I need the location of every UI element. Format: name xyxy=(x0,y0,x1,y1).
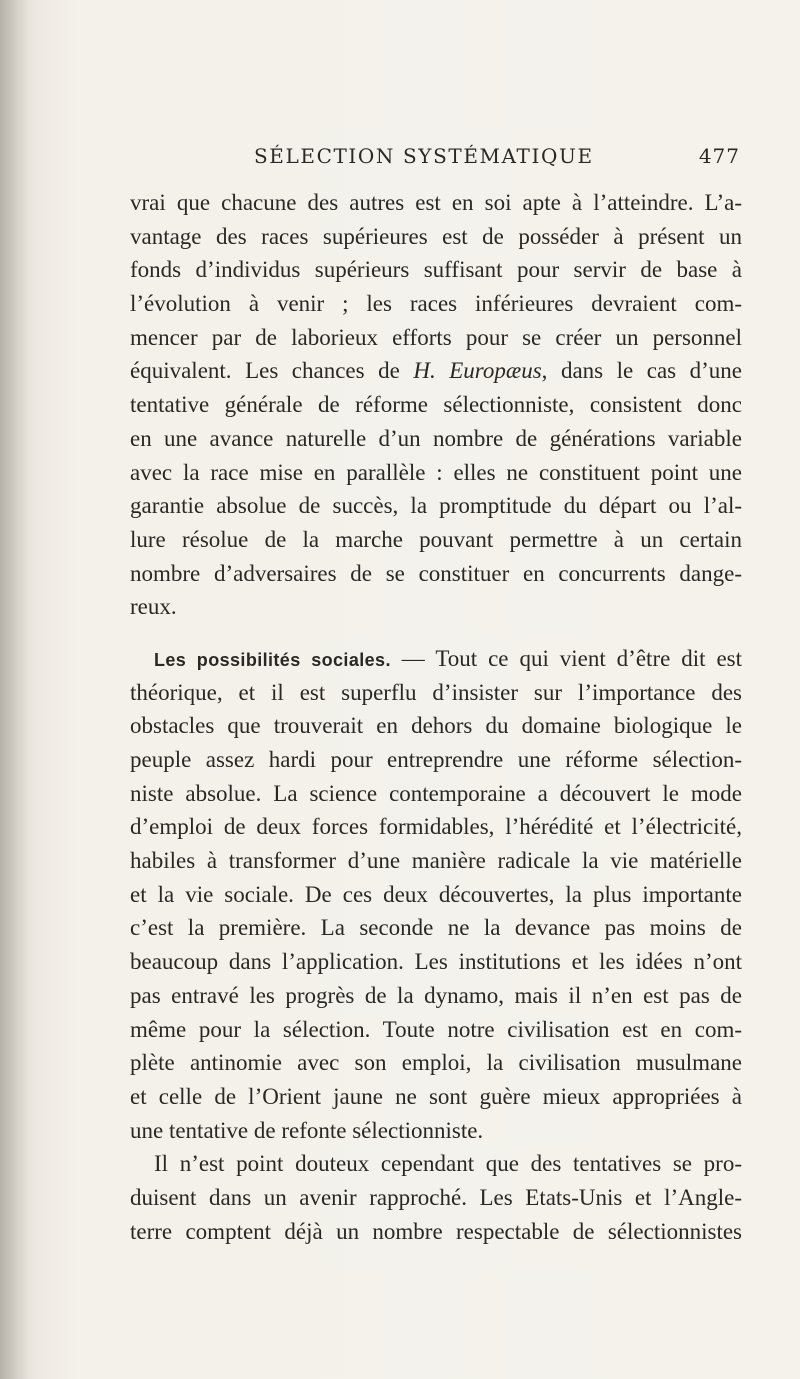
text-line: théorique, et il est superflu d’insister sur l’importance des xyxy=(130,679,742,705)
text-line: même pour la sélection. Toute notre civilisation est en com- xyxy=(130,1016,742,1042)
page-number: 477 xyxy=(698,144,740,168)
text-fragment: , dans le cas d’une xyxy=(541,358,742,384)
page-gutter-shadow xyxy=(0,0,30,1379)
text-line: Il n’est point douteux cependant que des tentatives se pro- xyxy=(154,1151,742,1177)
text-line: et la vie sociale. De ces deux découvertes, la plus importante xyxy=(130,881,742,907)
text-line: garantie absolue de succès, la promptitude du départ ou l’al- xyxy=(130,493,742,519)
text-line: en une avance naturelle d’un nombre de générations variable xyxy=(130,425,742,451)
text-line: obstacles que trouverait en dehors du domaine biologique le xyxy=(130,713,742,739)
text-line: l’évolution à venir ; les races inférieures devraient com- xyxy=(130,291,742,317)
paragraph-1 xyxy=(130,186,742,624)
text-line: et celle de l’Orient jaune ne sont guère mieux appropriées à xyxy=(130,1083,742,1109)
text-line: pas entravé les progrès de la dynamo, mais il n’en est pas de xyxy=(130,982,742,1008)
text-line: une tentative de refonte sélectionniste. xyxy=(130,1117,484,1143)
text-line: c’est la première. La seconde ne la devance pas moins de xyxy=(130,915,742,941)
text-fragment: équivalent. Les chances de xyxy=(130,358,414,384)
running-title: SÉLECTION SYSTÉMATIQUE xyxy=(254,144,594,168)
text-line: tentative générale de réforme sélectionniste, consistent donc xyxy=(130,392,742,418)
species-name: H. Europæus xyxy=(413,358,542,384)
text-line: habiles à transformer d’une manière radicale la vie matérielle xyxy=(130,848,742,874)
text-line: plète antinomie avec son emploi, la civilisation musulmane xyxy=(130,1050,742,1076)
paragraph-2 xyxy=(130,642,742,1147)
body-text xyxy=(130,186,742,1248)
text-line: mencer par de laborieux efforts pour se créer un personnel xyxy=(130,324,742,350)
text-line: d’emploi de deux forces formidables, l’hérédité et l’électricité, xyxy=(130,814,742,840)
text-line-with-species xyxy=(130,354,742,388)
section-heading-line xyxy=(130,642,742,676)
section-heading: Les possibilités sociales. xyxy=(154,649,391,670)
text-line: nombre d’adversaires de se constituer en concurrents dange- xyxy=(130,560,742,586)
paragraph-3 xyxy=(130,1147,742,1248)
text-line: duisent dans un avenir rapproché. Les Etats-Unis et l’Angle- xyxy=(130,1184,742,1210)
text-line: vrai que chacune des autres est en soi apte à l’atteindre. L’a- xyxy=(130,190,742,215)
paragraph-gap xyxy=(130,624,742,642)
text-line: terre comptent déjà un nombre respectable de sélectionnistes xyxy=(130,1218,742,1244)
text-line: peuple assez hardi pour entreprendre une réforme sélection- xyxy=(130,747,742,772)
text-line: reux. xyxy=(130,594,177,620)
text-line: avec la race mise en parallèle : elles ne constituent point une xyxy=(130,459,742,485)
text-line: vantage des races supérieures est de posséder à présent un xyxy=(130,223,742,249)
text-line: beaucoup dans l’application. Les institutions et les idées n’ont xyxy=(130,949,742,975)
text-line: lure résolue de la marche pouvant permettre à un certain xyxy=(130,526,742,552)
text-line: niste absolue. La science contemporaine a découvert le mode xyxy=(130,780,742,806)
text-fragment: — Tout ce qui vient d’être dit est xyxy=(390,645,743,671)
text-line: fonds d’individus supérieurs suffisant pour servir de base à xyxy=(130,257,742,283)
